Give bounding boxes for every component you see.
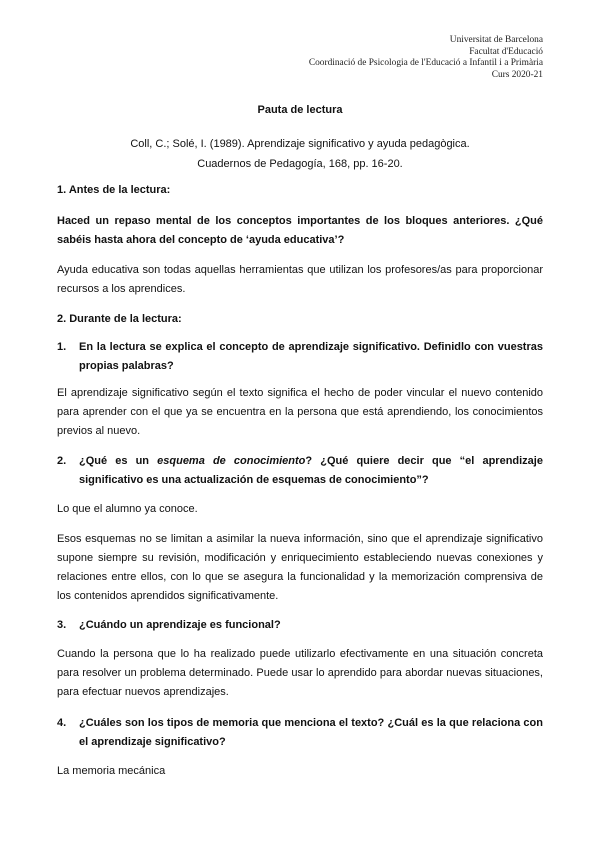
institution-header xyxy=(309,35,543,81)
question-2-text-after: ? ¿Qué quiere decir que “el aprendizaje significativo es una actualización de esquemas de conocimiento”? xyxy=(79,455,543,486)
citation-line-1: Coll, C.; Solé, I. (1989). Aprendizaje significativo y ayuda pedagògica. xyxy=(130,138,470,150)
question-2-answer-2: Esos esquemas no se limitan a asimilar la nueva información, sino que el aprendizaje significativo supone siempre su revisión, modificación y enriquecimiento estableciendo nuevas conexiones y relaciones entre ellos, con lo que se asegura la funcionalidad y la memorización comprensiva de los contenidos aprendidos significativamente. xyxy=(57,533,543,602)
header-coordination: Coordinació de Psicologia de l'Educació a Infantil i a Primària xyxy=(308,58,543,69)
question-4-text: ¿Cuáles son los tipos de memoria que menciona el texto? ¿Cuál es la que relaciona con el aprendizaje significativo? xyxy=(79,717,543,748)
question-2-text-before: ¿Qué es un xyxy=(79,455,158,467)
header-faculty: Facultat d'Educació xyxy=(469,46,543,57)
citation xyxy=(0,134,600,174)
header-university: Universitat de Barcelona xyxy=(449,35,543,45)
page-title: Pauta de lectura xyxy=(257,104,343,116)
question-2-answer-1: Lo que el alumno ya conoce. xyxy=(57,503,198,515)
question-1-number: 1. xyxy=(57,341,67,353)
citation-line-2: Cuadernos de Pedagogía, 168, pp. 16-20. xyxy=(197,158,403,170)
question-4 xyxy=(57,714,543,752)
section-2-heading: 2. Durante de la lectura: xyxy=(57,313,182,325)
section-1-answer: Ayuda educativa son todas aquellas herramientas que utilizan los profesores/as para proporcionar recursos a los aprendices. xyxy=(57,264,543,295)
question-1-answer: El aprendizaje significativo según el texto significa el hecho de poder vincular el nuevo contenido para aprender con el que ya se encuentra en la persona que está aprendiendo, los conocimientos previos al nuevo. xyxy=(57,387,543,437)
question-4-number: 4. xyxy=(57,717,67,729)
question-4-answer: La memoria mecánica xyxy=(57,765,166,777)
question-2 xyxy=(57,452,543,490)
question-3-number: 3. xyxy=(57,619,67,631)
question-3-text: ¿Cuándo un aprendizaje es funcional? xyxy=(79,619,281,631)
question-3-answer: Cuando la persona que lo ha realizado puede utilizarlo efectivamente en una situación concreta para resolver un problema determinado. Puede usar lo aprendido para abordar nuevas situaciones, para efectuar nuevos aprendizajes. xyxy=(57,648,543,698)
section-1-question: Haced un repaso mental de los conceptos importantes de los bloques anteriores. ¿Qué sabéis hasta ahora del concepto de ‘ayuda educativa’? xyxy=(57,215,543,246)
question-1 xyxy=(57,338,543,376)
question-1-text: En la lectura se explica el concepto de aprendizaje significativo. Definidlo con vuestras propias palabras? xyxy=(79,341,543,372)
question-3 xyxy=(57,616,543,635)
section-1-heading: 1. Antes de la lectura: xyxy=(57,184,171,196)
question-2-text xyxy=(79,452,543,490)
header-course: Curs 2020-21 xyxy=(491,69,543,80)
question-2-text-italic: esquema de conocimiento xyxy=(157,455,306,467)
question-2-number: 2. xyxy=(57,455,67,467)
